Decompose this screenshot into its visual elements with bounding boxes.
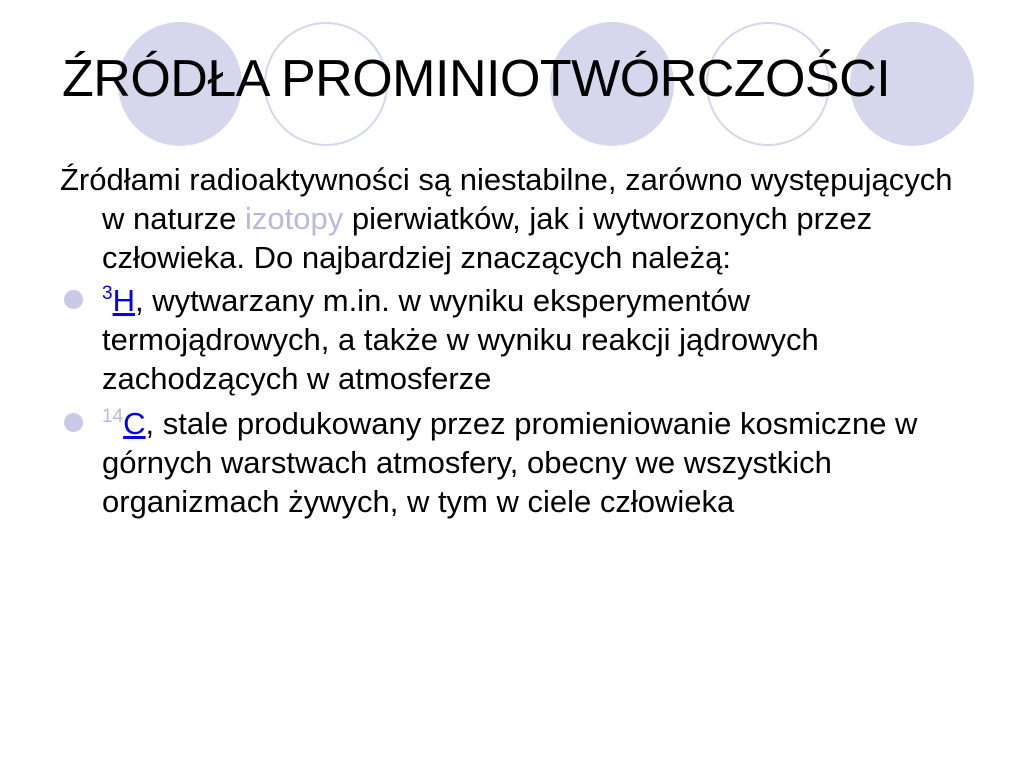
bullet-text: , wytwarzany m.in. w wyniku eksperymentów termojądrowych, a także w wyniku reakcji jądrowych zachodzących w atmosferze — [102, 283, 819, 396]
bullet-item-tritium — [60, 281, 960, 398]
izotopy-link[interactable]: izotopy — [245, 201, 344, 236]
element-link-h[interactable]: H — [112, 283, 135, 318]
slide-title: ŹRÓDŁA PROMINIOTWÓRCZOŚCI — [62, 50, 891, 108]
bullet-text: , stale produkowany przez promieniowanie kosmiczne w górnych warstwach atmosfery, obecny we wszystkich organizmach żywych, w tym w ciele człowieka — [102, 406, 918, 519]
circle-bullet-icon — [64, 413, 83, 432]
element-link-c[interactable]: C — [123, 406, 146, 441]
isotope-mass-number[interactable]: 3 — [102, 283, 113, 304]
circle-bullet-icon — [64, 290, 83, 309]
intro-paragraph — [60, 160, 960, 277]
isotope-mass-number: 14 — [102, 406, 124, 427]
intro-text-before: Źródłami radioaktywności są niestabilne, zarówno występujących w naturze — [60, 162, 953, 236]
intro-text-after: pierwiatków, jak i wytworzonych przez człowieka. Do najbardziej znaczących należą: — [102, 201, 873, 275]
slide-body — [60, 160, 960, 527]
bullet-item-carbon — [60, 404, 960, 521]
